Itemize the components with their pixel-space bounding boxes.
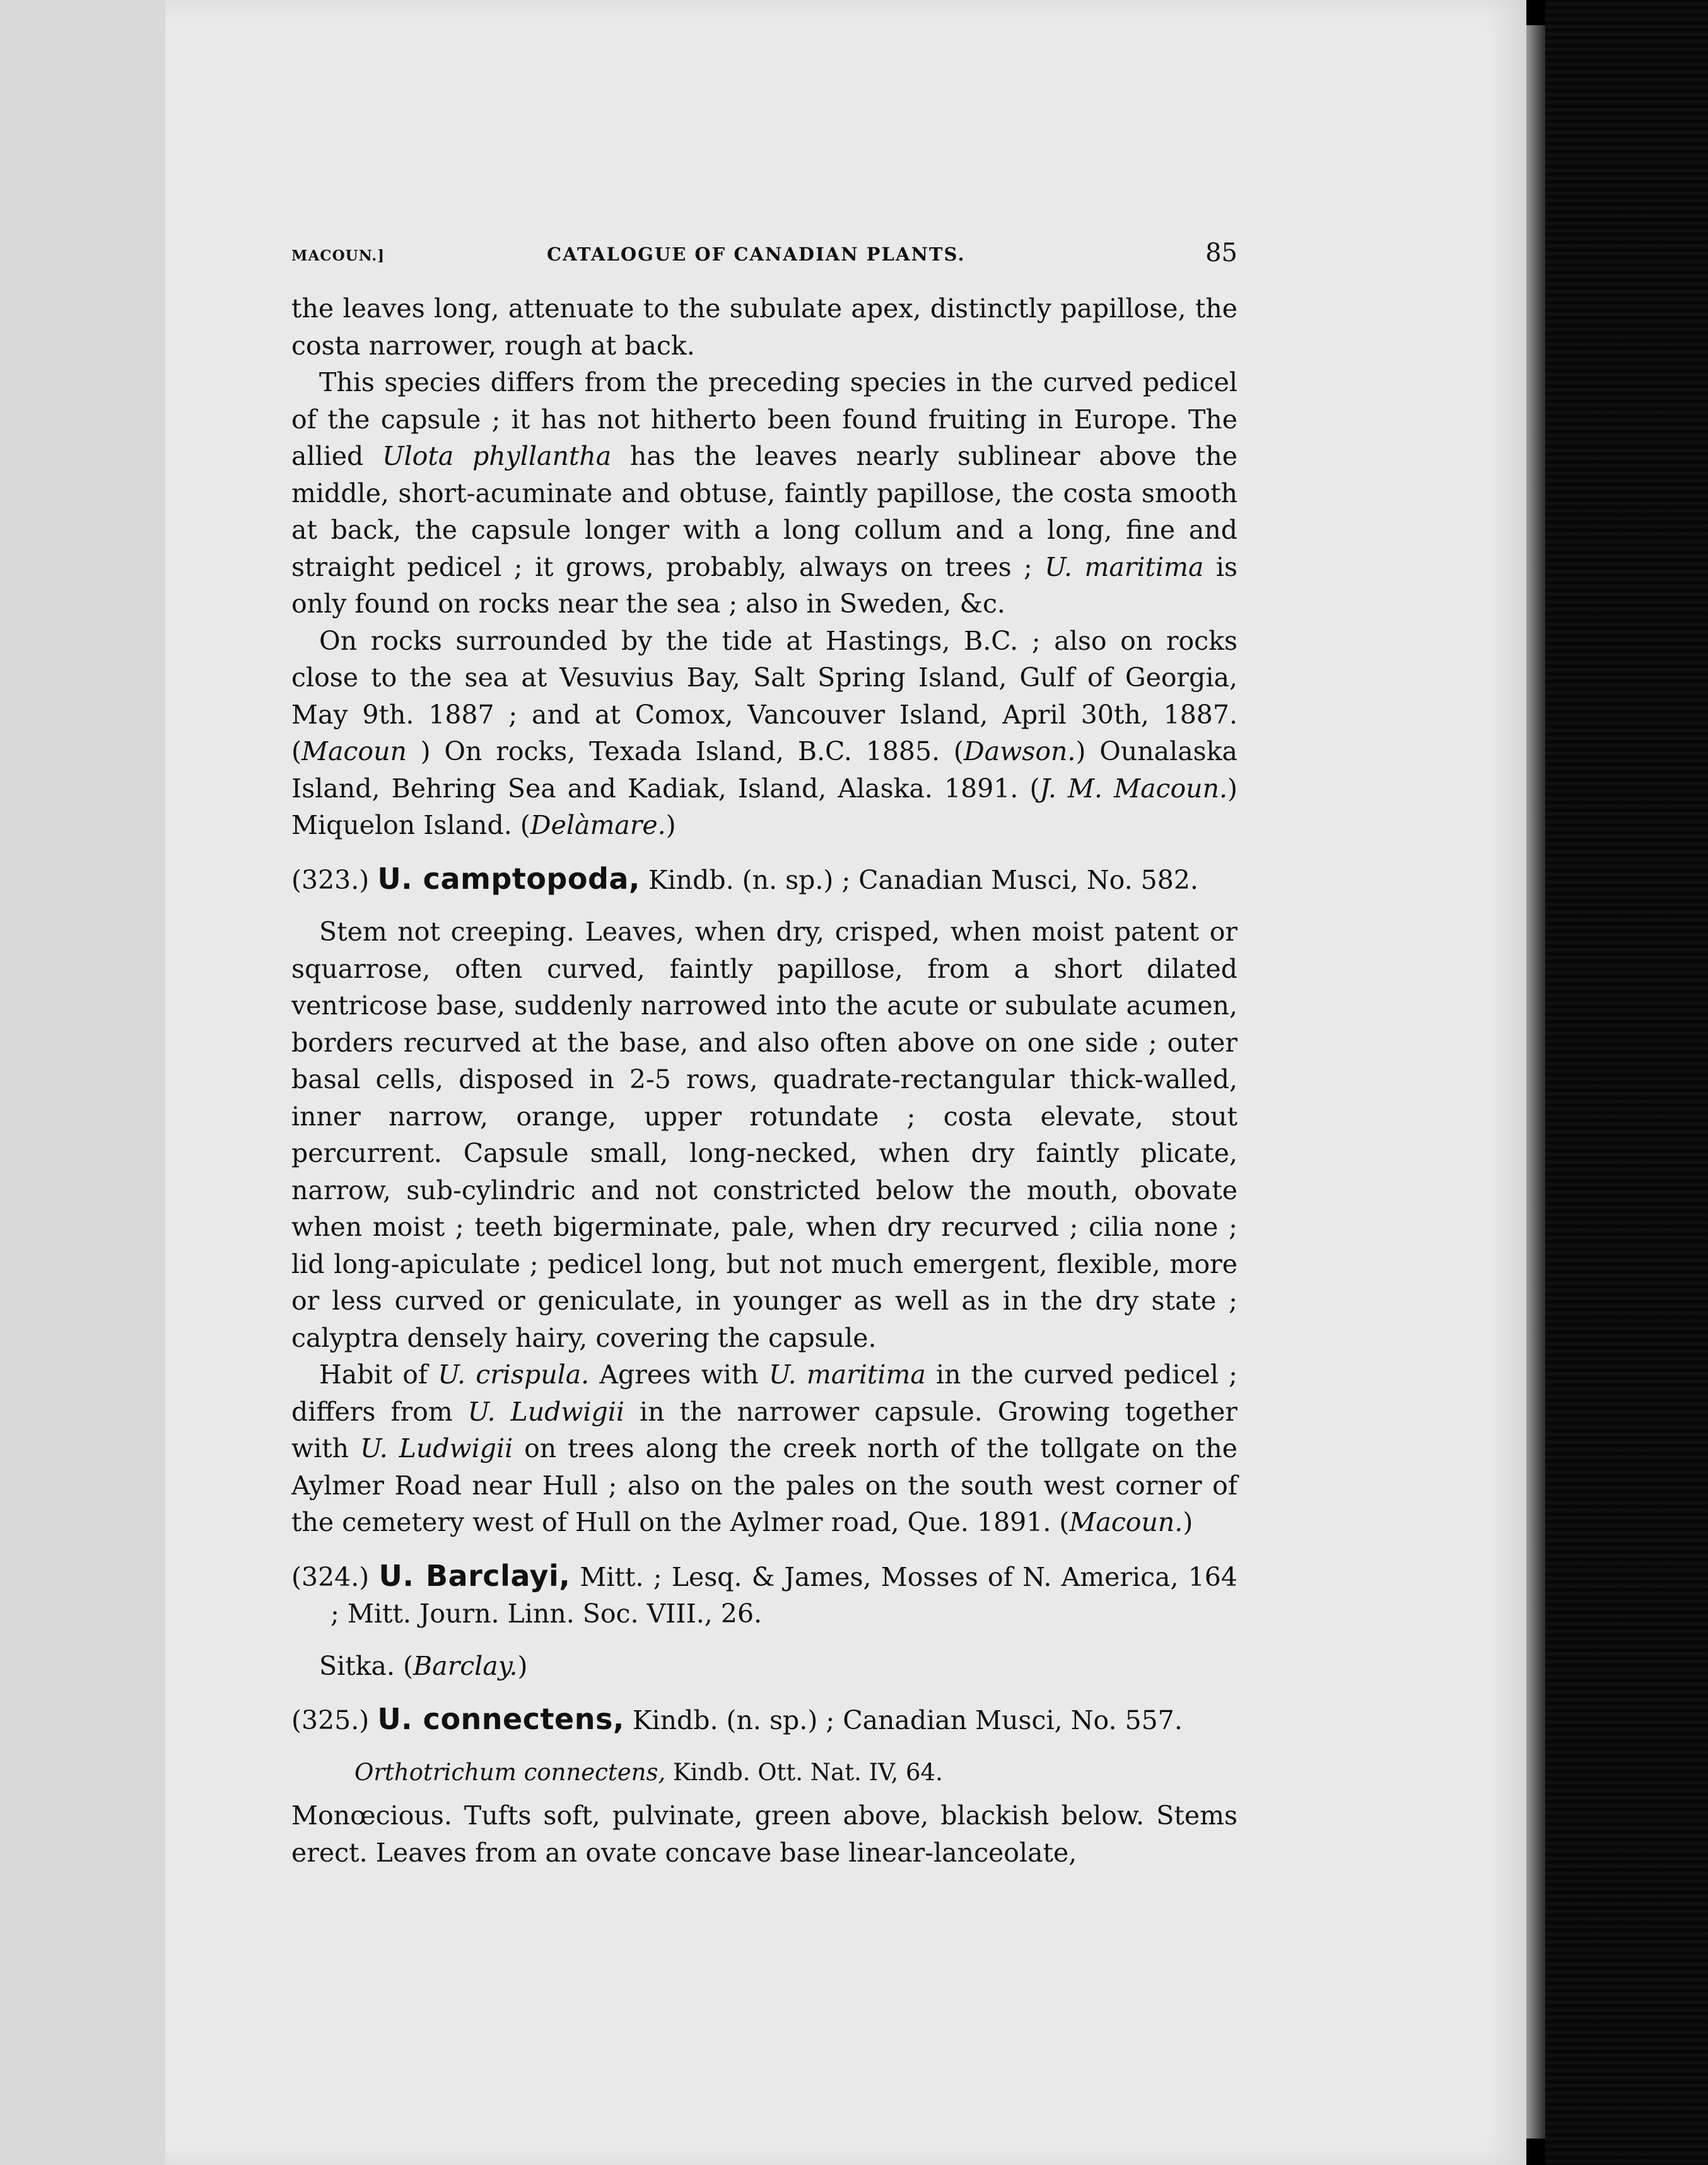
text-run: is only found on rocks near the sea ; also in Sweden, &c. xyxy=(291,551,1237,619)
paragraph-text: Stem not creeping. Leaves, when dry, crisped, when moist patent or squarrose, often curved, faintly papillose, from a short dilated ventricose base, suddenly narrowed into the acute or subulate acumen, borders recurved at the base, and also often above on one side ; outer basal cells, disposed in 2-5 rows, quadrate-rectangular thick-walled, inner narrow, orange, upper rotundate ; costa elevate, stout percurrent. Capsule small, long-necked, when dry faintly plicate, narrow, sub-cylindric and not constricted below the mouth, obovate when moist ; teeth bigerminate, pale, when dry recurved ; cilia none ; lid long-apiculate ; pedicel long, but not much emergent, flexible, more or less curved or geniculate, in younger as well as in the dry state ; calyptra densely hairy, covering the capsule. xyxy=(291,917,1237,1353)
paragraph-habit xyxy=(291,1356,1237,1541)
text-run: in the curved pedicel ; differs from xyxy=(291,1359,1237,1427)
synonym-name: Orthotrichum connectens, xyxy=(354,1758,666,1786)
page-number: 85 xyxy=(1205,238,1237,267)
paragraph-sitka xyxy=(291,1648,1237,1685)
paragraph-species-comparison xyxy=(291,364,1237,623)
collector-name: Dawson. xyxy=(963,736,1076,766)
species-name: U. Ludwigii xyxy=(360,1433,513,1464)
species-heading: U. camptopoda, xyxy=(377,861,640,896)
species-name: U. Ludwigii xyxy=(467,1396,625,1427)
entry-citation: Kindb. (n. sp.) ; Canadian Musci, No. 557. xyxy=(624,1705,1183,1735)
entry-number: (323.) xyxy=(291,864,370,895)
text-run: On rocks surrounded by the tide at Hastings, B.C. ; also on rocks close to the sea at Vesuvius Bay, Salt Spring Island, Gulf of Georgia, May 9th. 1887 ; and at Comox, Vancouver Island, April 30th, 1887. ( xyxy=(291,625,1237,766)
paragraph-continuation xyxy=(291,290,1237,364)
text-run: ) xyxy=(665,810,676,840)
collector-name: J. M. Macoun. xyxy=(1039,773,1228,804)
paragraph-text: the leaves long, attenuate to the subulate apex, distinctly papillose, the costa narrower, rough at back. xyxy=(291,293,1237,361)
page-body xyxy=(291,290,1237,1871)
text-run: ) xyxy=(1183,1507,1193,1537)
collector-name: Macoun xyxy=(301,736,407,766)
species-heading: U. Barclayi, xyxy=(378,1558,571,1593)
text-run: ) xyxy=(517,1650,528,1681)
entry-number: (325.) xyxy=(291,1705,370,1735)
entry-citation: Mitt. ; Lesq. & James, Mosses of N. America, 164 ; Mitt. Journ. Linn. Soc. VIII., 26. xyxy=(330,1561,1237,1629)
synonym-citation: Kindb. Ott. Nat. IV, 64. xyxy=(665,1758,943,1786)
synonym-line xyxy=(291,1754,1237,1792)
species-entry-323 xyxy=(291,860,1237,899)
entry-number: (324.) xyxy=(291,1561,370,1592)
text-run: in the narrower capsule. Growing together with xyxy=(291,1396,1237,1464)
collector-name: Delàmare. xyxy=(530,810,666,840)
text-run: on trees along the creek north of the tollgate on the Aylmer Road near Hull ; also on the pales on the south west corner of the cemetery west of Hull on the Aylmer road, Que. 1891. ( xyxy=(291,1433,1237,1537)
species-entry-324 xyxy=(291,1558,1237,1633)
previous-page-margin xyxy=(0,0,165,2165)
page-edge-shadow xyxy=(1526,25,1545,2139)
collector-name: Barclay. xyxy=(413,1650,518,1681)
text-run: ) Ounalaska Island, Behring Sea and Kadiak, Island, Alaska. 1891. ( xyxy=(291,736,1237,804)
text-run: This species differs from the preceding species in the curved pedicel of the capsule ; it has not hitherto been found fruiting in Europe. The allied xyxy=(291,367,1237,471)
paragraph-description xyxy=(291,913,1237,1356)
species-name: U. maritima xyxy=(1044,551,1204,582)
entry-citation: Kindb. (n. sp.) ; Canadian Musci, No. 582. xyxy=(640,864,1198,895)
book-binding-strip xyxy=(1545,0,1708,2165)
running-title: CATALOGUE OF CANADIAN PLANTS. xyxy=(547,243,966,265)
running-author: MACOUN.] xyxy=(291,247,385,264)
text-run: ) On rocks, Texada Island, B.C. 1885. ( xyxy=(406,736,964,766)
paragraph-monoecious xyxy=(291,1797,1237,1871)
text-run: Habit of xyxy=(319,1359,438,1390)
collector-name: Macoun. xyxy=(1069,1507,1183,1537)
species-name: U. maritima xyxy=(768,1359,926,1390)
species-heading: U. connectens, xyxy=(377,1702,624,1736)
text-run: ) Miquelon Island. ( xyxy=(291,773,1238,840)
running-header xyxy=(291,238,1237,279)
species-name: U. crispula. xyxy=(438,1359,590,1390)
species-name: Ulota phyllantha xyxy=(382,441,612,471)
text-run: Sitka. ( xyxy=(319,1650,414,1681)
paragraph-text: Monœcious. Tufts soft, pulvinate, green above, blackish below. Stems erect. Leaves from an ovate concave base linear-lanceolate, xyxy=(291,1800,1237,1868)
paragraph-localities xyxy=(291,623,1237,844)
species-entry-325 xyxy=(291,1701,1237,1739)
text-run: has the leaves nearly sublinear above the middle, short-acuminate and obtuse, faintly papillose, the costa smooth at back, the capsule longer with a long collum and a long, fine and straight pedicel ; it grows, probably, always on trees ; xyxy=(291,441,1237,582)
text-run: Agrees with xyxy=(589,1359,769,1390)
